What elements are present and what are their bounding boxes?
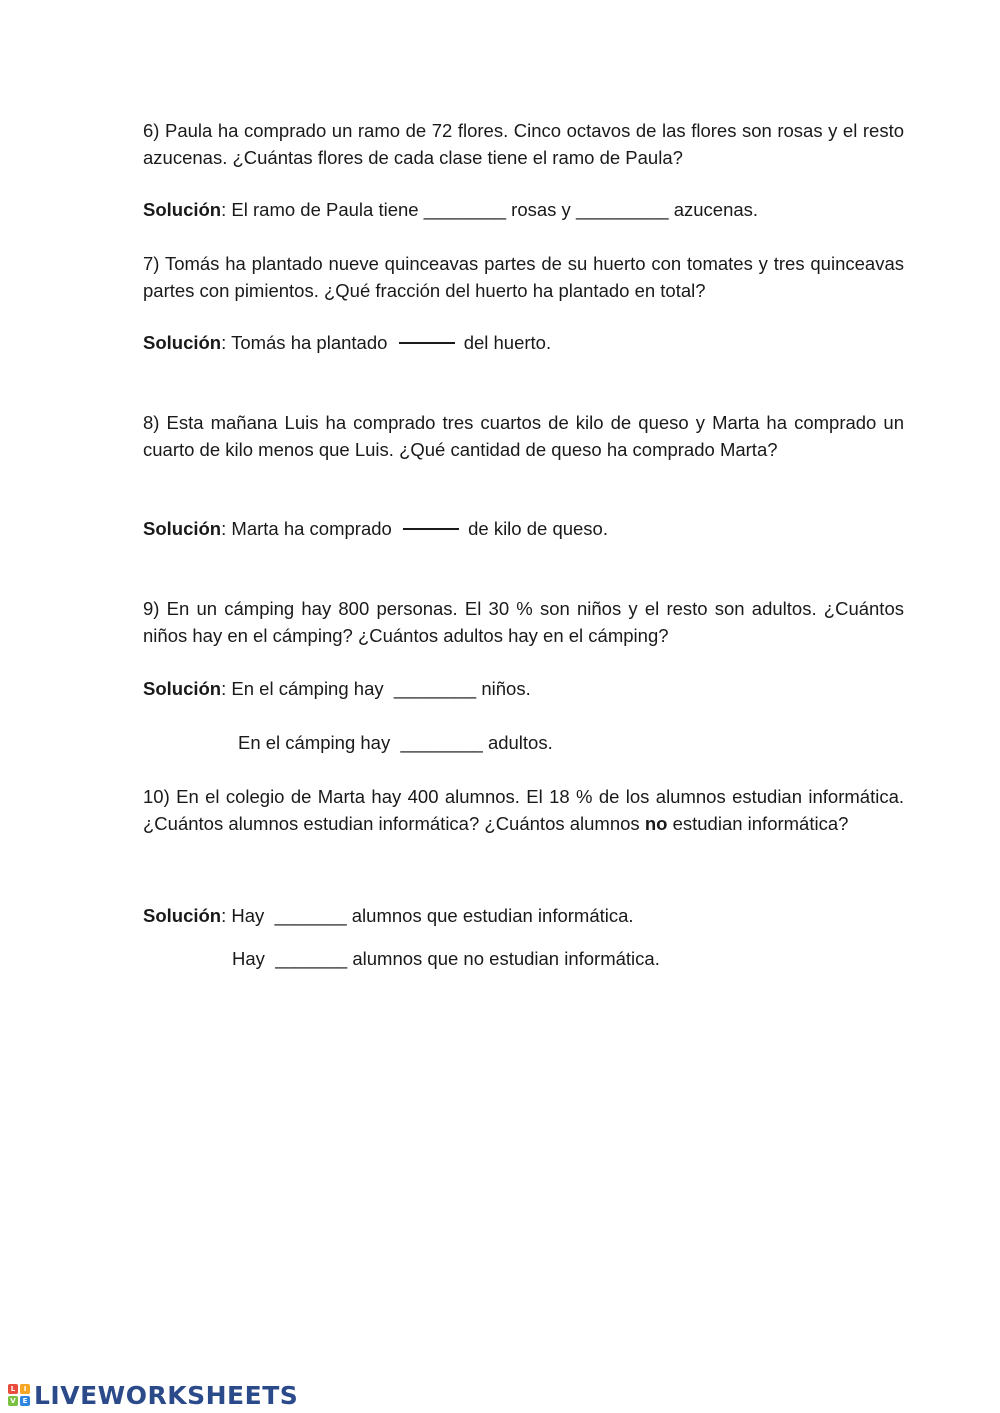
logo-tiles-icon: L I V E	[8, 1384, 30, 1406]
problem-10-solution-not-study: Hay _______ alumnos que no estudian informática.	[232, 948, 660, 969]
solution-label: Solución	[143, 518, 222, 539]
problem-6-solution: Solución: El ramo de Paula tiene ________ rosas y _________ azucenas.	[143, 199, 759, 220]
fraction-answer-field[interactable]	[399, 342, 455, 344]
answer-blank-adults[interactable]: ________	[400, 732, 483, 753]
problem-9-text: 9) En un cámping hay 800 personas. El 30 % son niños y el resto son adultos. ¿Cuántos niños hay en el cámping? ¿Cuántos adultos hay en el cámping?	[143, 598, 904, 646]
problem-7-text: 7) Tomás ha plantado nueve quinceavas partes de su huerto con tomates y tres quinceavas partes con pimientos. ¿Qué fracción del huerto ha plantado en total?	[143, 253, 904, 301]
answer-blank-study[interactable]: _______	[274, 905, 347, 926]
solution-label: Solución	[143, 199, 222, 220]
answer-blank-children[interactable]: ________	[393, 678, 477, 699]
problem-8-solution: Solución: Marta ha comprado de kilo de queso.	[143, 518, 608, 539]
solution-label: Solución	[143, 332, 222, 353]
solution-label: Solución	[143, 905, 222, 926]
fraction-answer-field[interactable]	[403, 528, 459, 530]
answer-blank-not-study[interactable]: _______	[275, 948, 348, 969]
problem-9-solution-children: Solución: En el cámping hay ________ niños.	[143, 678, 531, 699]
problem-10-text: 10) En el colegio de Marta hay 400 alumnos. El 18 % de los alumnos estudian informática. ¿Cuántos alumnos estudian informática? ¿Cuántos alumnos no estudian informática?	[143, 786, 904, 834]
solution-label: Solución	[143, 678, 222, 699]
problem-9-solution-adults: En el cámping hay ________ adultos.	[238, 732, 553, 753]
emphasis-no: no	[644, 812, 668, 834]
problem-8-text: 8) Esta mañana Luis ha comprado tres cuartos de kilo de queso y Marta ha comprado un cuarto de kilo menos que Luis. ¿Qué cantidad de queso ha comprado Marta?	[143, 412, 904, 460]
problem-6-text: 6) Paula ha comprado un ramo de 72 flores. Cinco octavos de las flores son rosas y el resto azucenas. ¿Cuántas flores de cada clase tiene el ramo de Paula?	[143, 120, 904, 168]
answer-blank-lilies[interactable]: _________	[575, 199, 669, 220]
problem-7-solution: Solución: Tomás ha plantado del huerto.	[143, 332, 552, 353]
logo-text: LIVEWORKSHEETS	[34, 1380, 299, 1410]
problem-10-solution-study: Solución: Hay _______ alumnos que estudian informática.	[143, 905, 634, 926]
liveworksheets-logo[interactable]	[8, 1381, 298, 1409]
answer-blank-roses[interactable]: ________	[423, 199, 507, 220]
